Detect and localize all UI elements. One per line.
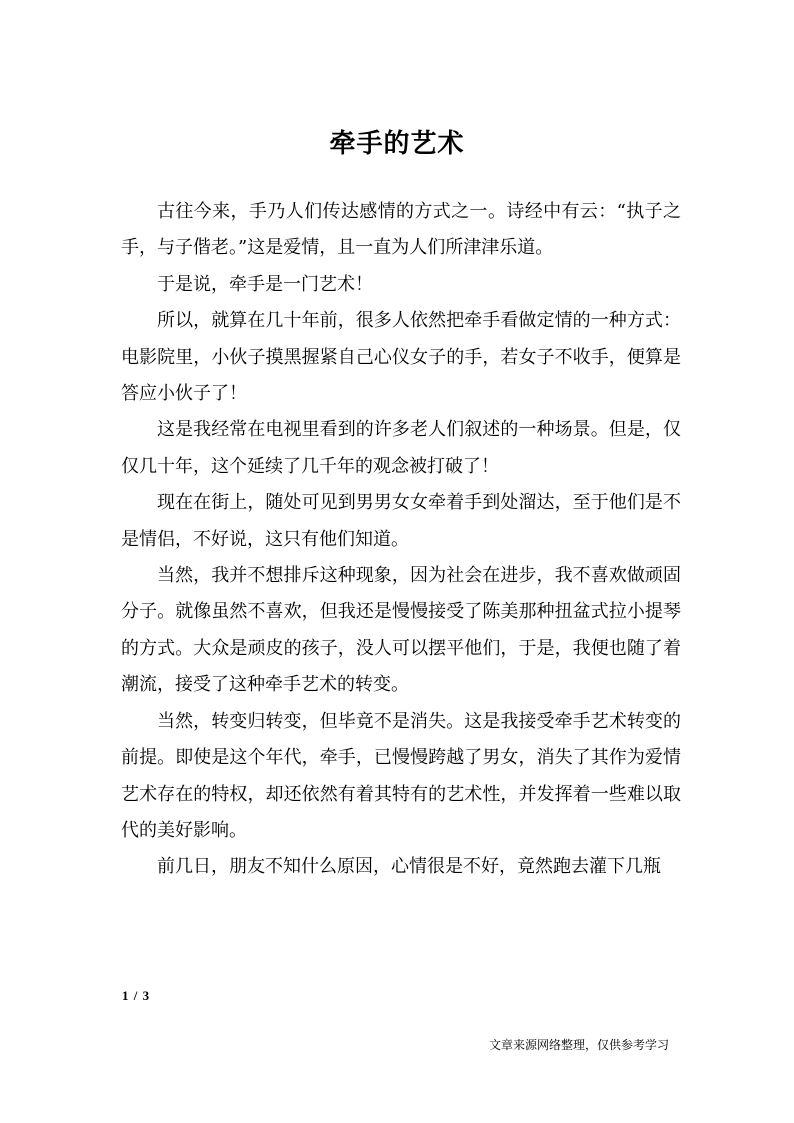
paragraph: 古往今来，手乃人们传达感情的方式之一。诗经中有云：“执子之手，与子偕老。”这是爱情，且一直为人们所津津乐道。 [121, 201, 681, 259]
paragraph: 前几日，朋友不知什么原因，心情很是不好，竟然跑去灌下几瓶 [157, 856, 661, 878]
paragraph: 这是我经常在电视里看到的许多老人们叙述的一种场景。但是，仅仅几十年，这个延续了几千年的观念被打破了！ [121, 419, 681, 477]
paragraph: 现在在街上，随处可见到男男女女牵着手到处溜达，至于他们是不是情侣，不好说，这只有他们知道。 [121, 492, 681, 550]
page-number: 1 / 3 [122, 988, 151, 1003]
paragraph: 当然，我并不想排斥这种现象，因为社会在进步，我不喜欢做顽固分子。就像虽然不喜欢，但我还是慢慢接受了陈美那种扭盆式拉小提琴的方式。大众是顽皮的孩子，没人可以摆平他们，于是，我便也随了着潮流，接受了这种牵手艺术的转变。 [121, 565, 681, 696]
document-body [121, 194, 681, 886]
paragraph: 当然，转变归转变，但毕竟不是消失。这是我接受牵手艺术转变的前提。即使是这个年代，牵手，已慢慢跨越了男女，消失了其作为爱情艺术存在的特权，却还依然有着其特有的艺术性，并发挥着一些难以取代的美好影响。 [121, 710, 681, 841]
footer-note: 文章来源网络整理，仅供参考学习 [488, 1038, 669, 1052]
document-title: 牵手的艺术 [329, 129, 465, 159]
paragraph: 所以，就算在几十年前，很多人依然把牵手看做定情的一种方式：电影院里，小伙子摸黑握紧自己心仪女子的手，若女子不收手，便算是答应小伙子了！ [121, 310, 681, 405]
paragraph: 于是说，牵手是一门艺术！ [157, 273, 373, 295]
